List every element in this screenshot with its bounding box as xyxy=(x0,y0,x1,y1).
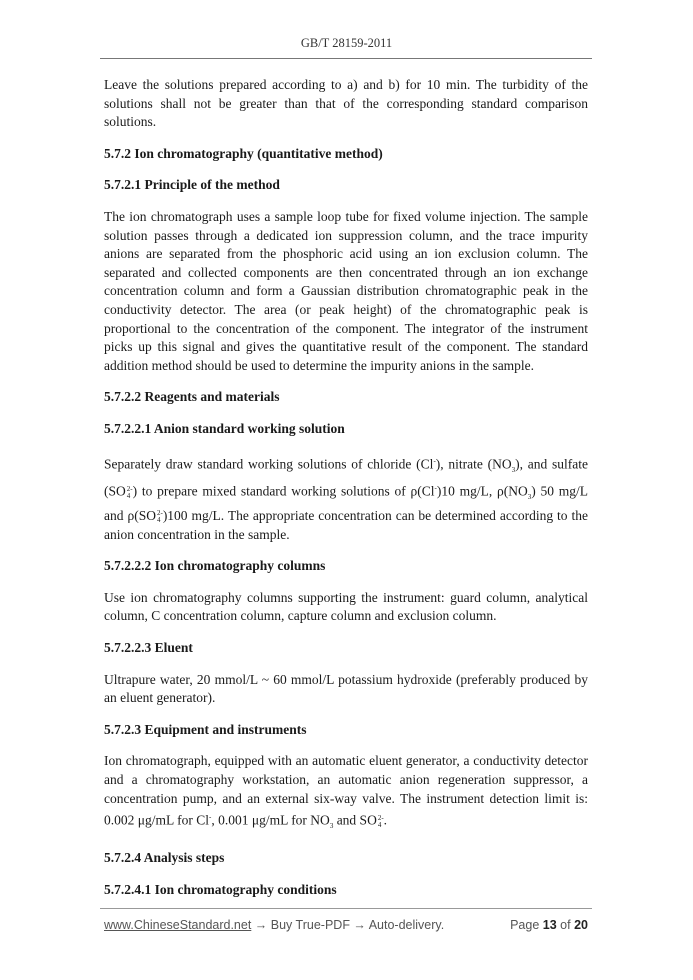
section-heading-5-7-2-4: 5.7.2.4 Analysis steps xyxy=(104,849,225,865)
section-heading-5-7-2-2-2: 5.7.2.2.2 Ion chromatography columns xyxy=(104,558,326,574)
total-pages: 20 xyxy=(574,918,588,932)
section-heading-5-7-2-2-1: 5.7.2.2.1 Anion standard working solution xyxy=(104,420,345,436)
page-footer xyxy=(104,918,588,932)
section-heading-5-7-2-2: 5.7.2.2 Reagents and materials xyxy=(104,389,280,405)
section-heading-5-7-2-2-3: 5.7.2.2.3 Eluent xyxy=(104,640,193,656)
header-divider xyxy=(100,58,592,59)
anion-solution-paragraph: Separately draw standard working solutions of chloride (Cl-), nitrate $(NO_3)$, and sulfate (SO 2- 4 ) to prepare mixed standard working solutions of ρ(Cl-)10 mg/L, $\rho(NO_3)$ 50 mg/L and ρ(SO 2- 4 )100 mg/L. The appropriate concentration can be determined according to the anion concentration in the sample. xyxy=(104,456,589,542)
intro-paragraph: Leave the solutions prepared according to a) and b) for 10 min. The turbidity of the solutions shall not be greater than that of the corresponding standard comparison solutions. xyxy=(104,77,588,130)
principle-paragraph: The ion chromatograph uses a sample loop tube for fixed volume injection. The sample solution passes through a dedicated ion suppression column, and the trace impurity anions are separated from the phosphoric acid using an ion exclusion column. The separated and collected components are then concentrated through an ion exchange concentration column and form a Gaussian distribution chromatographic peak in the conductivity detector. The area (or peak height) of the chromatographic peak is proportional to the concentration of the component. The integrator of the instrument picks up this signal and gives the quantitative result of the component. The standard addition method should be used to determine the impurity anions in the sample. xyxy=(104,208,588,373)
footer-promo xyxy=(104,918,444,932)
section-heading-5-7-2-1: 5.7.2.1 Principle of the method xyxy=(104,177,280,193)
columns-paragraph: Use ion chromatography columns supporting the instrument: guard column, analytical column, C concentration column, capture column and exclusion column. xyxy=(104,589,588,624)
document-body xyxy=(104,76,588,899)
page-indicator: Page 13 of 20 xyxy=(510,918,588,932)
sulfate-charge: 2- 4 xyxy=(156,508,163,524)
section-heading-5-7-2-4-1: 5.7.2.4.1 Ion chromatography conditions xyxy=(104,881,337,897)
site-link[interactable]: www.ChineseStandard.net xyxy=(104,918,252,932)
buy-text: → Buy True-PDF → Auto-delivery. xyxy=(254,918,445,932)
sulfate-charge: 2- 4 xyxy=(126,484,133,500)
sulfate-charge: 2- 4 xyxy=(377,813,384,829)
section-heading-5-7-2-3: 5.7.2.3 Equipment and instruments xyxy=(104,721,307,737)
equipment-paragraph: Ion chromatograph, equipped with an automatic eluent generator, a conductivity detector and a chromatography workstation, an automatic anion regeneration suppressor, a concentration pump, and an external six-way valve. The instrument detection limit is: 0.002 μg/mL for Cl-, 0.001 μg/mL for $NO_3$ and SO 2- 4 . xyxy=(104,753,588,831)
footer-divider xyxy=(100,908,592,909)
eluent-paragraph: Ultrapure water, 20 mmol/L ~ 60 mmol/L potassium hydroxide (preferably produced by an eluent generator). xyxy=(104,671,588,706)
current-page: 13 xyxy=(542,918,557,932)
running-header: GB/T 28159-2011 xyxy=(300,36,393,50)
section-heading-5-7-2: 5.7.2 Ion chromatography (quantitative method) xyxy=(104,145,383,161)
